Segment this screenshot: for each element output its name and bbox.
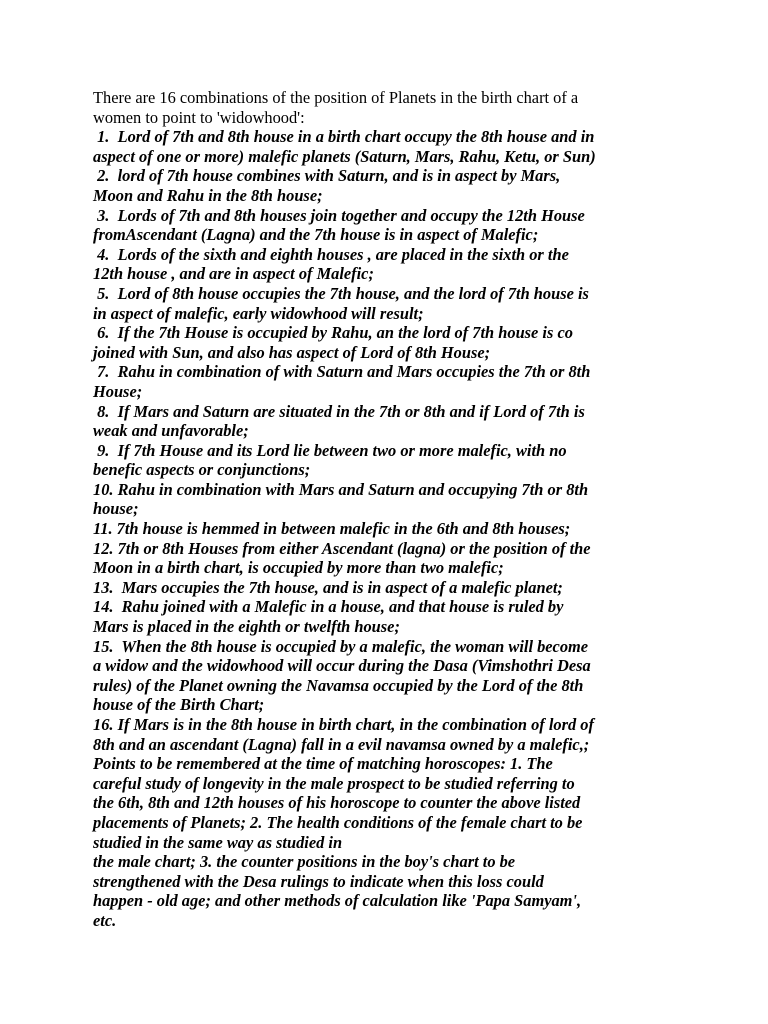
combination-line-28: a widow and the widowhood will occur during the Dasa (Vimshothri Desa (93, 656, 591, 676)
combination-line-36: placements of Planets; 2. The health conditions of the female chart to be (93, 812, 583, 832)
combination-line-30: house of the Birth Chart; (93, 695, 265, 715)
combination-line-24: 13. Mars occupies the 7th house, and is in aspect of a malefic planet; (93, 577, 563, 597)
combination-line-32: 8th and an ascendant (Lagna) fall in a evil navamsa owned by a malefic,; (93, 734, 590, 754)
intro-line-2: women to point to 'widowhood': (93, 107, 305, 127)
combination-line-12: joined with Sun, and also has aspect of Lord of 8th House; (93, 342, 491, 362)
combination-line-25: 14. Rahu joined with a Malefic in a house, and that house is ruled by (93, 597, 564, 617)
combination-line-21: 11. 7th house is hemmed in between malefic in the 6th and 8th houses; (93, 519, 571, 539)
combination-line-16: weak and unfavorable; (93, 421, 249, 441)
combination-line-38: the male chart; 3. the counter positions in the boy's chart to be (93, 852, 516, 872)
combination-line-3: 2. lord of 7th house combines with Saturn, and is in aspect by Mars, (93, 166, 561, 186)
combination-line-10: in aspect of malefic, early widowhood will result; (93, 303, 424, 323)
combinations-list (93, 127, 653, 930)
combination-line-31: 16. If Mars is in the 8th house in birth chart, in the combination of lord of (93, 715, 594, 734)
combination-line-2: aspect of one or more) malefic planets (Saturn, Mars, Rahu, Ketu, or Sun) (93, 146, 596, 166)
combination-line-9: 5. Lord of 8th house occupies the 7th house, and the lord of 7th house is (93, 283, 589, 303)
combination-line-11: 6. If the 7th House is occupied by Rahu, an the lord of 7th house is co (93, 323, 573, 343)
combination-line-13: 7. Rahu in combination of with Saturn and Mars occupies the 7th or 8th (93, 362, 591, 382)
combination-line-27: 15. When the 8th house is occupied by a malefic, the woman will become (93, 636, 589, 656)
combination-line-34: careful study of longevity in the male prospect to be studied referring to (93, 773, 575, 793)
combination-line-18: benefic aspects or conjunctions; (93, 460, 311, 480)
combination-line-35: the 6th, 8th and 12th houses of his horoscope to counter the above listed (93, 793, 581, 813)
combination-line-17: 9. If 7th House and its Lord lie between two or more malefic, with no (93, 440, 567, 460)
combination-line-15: 8. If Mars and Saturn are situated in the 7th or 8th and if Lord of 7th is (93, 401, 585, 421)
combination-line-7: 4. Lords of the sixth and eighth houses , are placed in the sixth or the (93, 244, 569, 264)
combination-line-37: studied in the same way as studied in (93, 832, 343, 852)
intro-line-1: There are 16 combinations of the position of Planets in the birth chart of a (93, 88, 579, 107)
combination-line-20: house; (93, 499, 139, 519)
combination-line-41: etc. (93, 910, 117, 930)
combination-line-6: fromAscendant (Lagna) and the 7th house is in aspect of Malefic; (93, 225, 539, 245)
combination-line-4: Moon and Rahu in the 8th house; (93, 185, 323, 205)
combination-line-29: rules) of the Planet owning the Navamsa occupied by the Lord of the 8th (93, 675, 584, 695)
combination-line-1: 1. Lord of 7th and 8th house in a birth chart occupy the 8th house and in (93, 127, 595, 147)
combination-line-14: House; (93, 381, 143, 401)
combination-line-19: 10. Rahu in combination with Mars and Saturn and occupying 7th or 8th (93, 479, 589, 499)
combination-line-8: 12th house , and are in aspect of Malefic; (93, 264, 374, 284)
combination-line-5: 3. Lords of 7th and 8th houses join together and occupy the 12th House (93, 205, 585, 225)
combination-line-23: Moon in a birth chart, is occupied by more than two malefic; (93, 558, 504, 578)
combination-line-33: Points to be remembered at the time of matching horoscopes: 1. The (93, 754, 553, 774)
intro-paragraph (93, 88, 653, 127)
combination-line-22: 12. 7th or 8th Houses from either Ascendant (lagna) or the position of the (93, 538, 591, 558)
combination-line-40: happen - old age; and other methods of calculation like 'Papa Samyam', (93, 891, 582, 911)
combination-line-39: strengthened with the Desa rulings to indicate when this loss could (93, 871, 544, 891)
combination-line-26: Mars is placed in the eighth or twelfth house; (93, 617, 400, 637)
document-page (93, 88, 653, 931)
